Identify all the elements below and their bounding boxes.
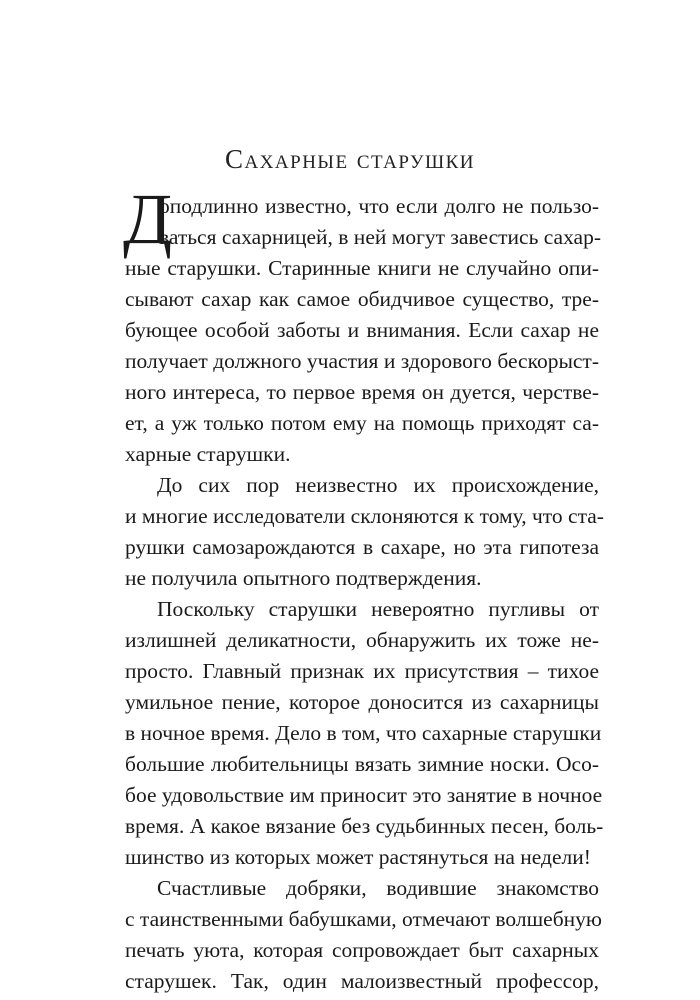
text-line: харные старушки.: [125, 442, 291, 466]
text-line: Счастливые добряки, водившие знакомство: [157, 876, 599, 900]
text-line: До сих пор неизвестно их происхождение,: [157, 473, 599, 497]
drop-cap: Д: [123, 179, 173, 259]
text-line: бое удовольствие им приносит это занятие в ночное: [125, 783, 603, 807]
text-line: с таинственными бабушками, отмечают волшебную: [125, 907, 602, 931]
text-line: ного интереса, то первое время он дуется, черстве-: [125, 380, 599, 404]
text-line: в ночное время. Дело в том, что сахарные старушки: [125, 721, 602, 745]
text-line: ваться сахарницей, в ней могут завестись сахар-: [159, 225, 602, 249]
text-line: старушек. Так, один малоизвестный профессор,: [125, 969, 599, 993]
text-line: не получила опытного подтверждения.: [125, 566, 482, 590]
text-line: ет, а уж только потом ему на помощь приходят са-: [125, 411, 599, 435]
text-line: шинство из которых может растянуться на недели!: [125, 845, 591, 869]
text-line: большие любительницы вязать зимние носки. Осо-: [125, 752, 599, 776]
text-line: Поскольку старушки невероятно пугливы от: [157, 597, 599, 621]
text-line: умильное пение, которое доносится из сахарницы: [125, 690, 599, 714]
text-line: ные старушки. Старинные книги не случайно опи-: [125, 256, 599, 280]
text-line: получает должного участия и здорового бескорыст-: [125, 349, 599, 373]
text-line: печать уюта, которая сопровождает быт сахарных: [125, 938, 599, 962]
text-line: время. А какое вязание без судьбинных песен, боль-: [125, 814, 604, 838]
chapter-title: Сахарные старушки: [224, 144, 476, 174]
text-line: просто. Главный признак их присутствия – тихое: [125, 659, 599, 683]
body-text: [125, 191, 604, 997]
text-line: сывают сахар как самое обидчивое существо, тре-: [125, 287, 599, 311]
text-line: рушки самозарождаются в сахаре, но эта гипотеза: [125, 535, 599, 559]
text-line: оподлинно известно, что если долго не пользо-: [159, 194, 599, 218]
text-line: бующее особой заботы и внимания. Если сахар не: [125, 318, 599, 342]
text-line: и многие исследователи склоняются к тому, что ста-: [125, 504, 604, 528]
text-line: излишней деликатности, обнаружить их тоже не-: [125, 628, 599, 652]
